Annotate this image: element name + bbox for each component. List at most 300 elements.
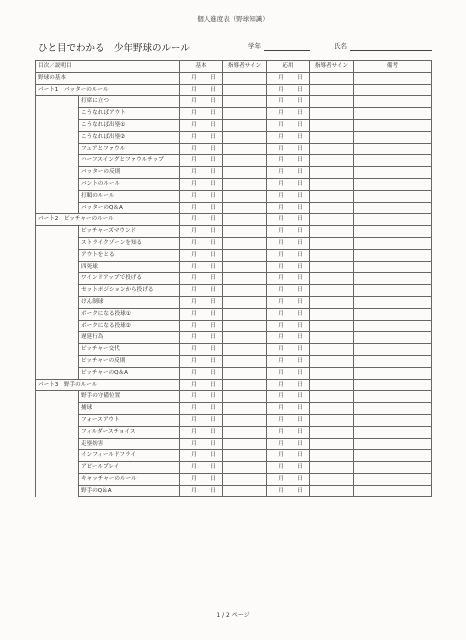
day-label: 日	[297, 169, 303, 176]
basic-date-cell[interactable]	[180, 143, 223, 155]
remarks-cell[interactable]	[354, 167, 432, 179]
applied-signature-cell[interactable]	[310, 178, 354, 190]
applied-date-cell[interactable]	[267, 226, 310, 238]
remarks-cell[interactable]	[354, 308, 432, 320]
table-row	[36, 403, 432, 415]
indent-cell	[36, 119, 79, 131]
table-row	[36, 296, 432, 308]
day-label: 日	[210, 239, 216, 246]
basic-signature-cell[interactable]	[223, 84, 267, 96]
remarks-cell[interactable]	[354, 473, 432, 485]
applied-date-cell[interactable]	[267, 273, 310, 285]
day-label: 日	[297, 334, 303, 341]
document-title: 個人進度表（野球知識）	[197, 15, 269, 23]
basic-date-cell[interactable]	[180, 214, 223, 226]
day-label: 日	[297, 121, 303, 128]
remarks-cell[interactable]	[354, 320, 432, 332]
month-label: 月	[191, 275, 197, 282]
applied-date-cell[interactable]	[267, 237, 310, 249]
table-row	[36, 226, 432, 238]
applied-date-cell[interactable]	[267, 214, 310, 226]
applied-date-cell[interactable]	[267, 391, 310, 403]
remarks-cell[interactable]	[354, 261, 432, 273]
name-field[interactable]	[350, 50, 432, 51]
basic-date-cell[interactable]	[180, 426, 223, 438]
item-label: 打順のルール	[79, 190, 180, 202]
day-label: 日	[297, 216, 303, 223]
basic-date-cell[interactable]	[180, 237, 223, 249]
basic-signature-cell[interactable]	[223, 450, 267, 462]
applied-date-cell[interactable]	[267, 84, 310, 96]
basic-signature-cell[interactable]	[223, 332, 267, 344]
basic-date-cell[interactable]	[180, 450, 223, 462]
day-label: 日	[210, 357, 216, 364]
table-row	[36, 285, 432, 297]
applied-signature-cell[interactable]	[310, 143, 354, 155]
applied-signature-cell[interactable]	[310, 450, 354, 462]
remarks-cell[interactable]	[354, 485, 432, 497]
basic-date-cell[interactable]	[180, 485, 223, 497]
basic-signature-cell[interactable]	[223, 485, 267, 497]
basic-date-cell[interactable]	[180, 202, 223, 214]
day-label: 日	[210, 275, 216, 282]
indent-cell	[36, 285, 79, 297]
day-label: 日	[297, 440, 303, 447]
basic-signature-cell[interactable]	[223, 131, 267, 143]
indent-cell	[36, 237, 79, 249]
remarks-cell[interactable]	[354, 214, 432, 226]
applied-signature-cell[interactable]	[310, 379, 354, 391]
basic-signature-cell[interactable]	[223, 249, 267, 261]
remarks-cell[interactable]	[354, 355, 432, 367]
basic-signature-cell[interactable]	[223, 178, 267, 190]
item-label: セットポジションから投げる	[79, 285, 180, 297]
remarks-cell[interactable]	[354, 96, 432, 108]
basic-signature-cell[interactable]	[223, 344, 267, 356]
indent-cell	[36, 344, 79, 356]
part-label: パート1 バッターのルール	[36, 84, 180, 96]
applied-date-cell[interactable]	[267, 119, 310, 131]
indent-cell	[36, 178, 79, 190]
table-row	[36, 450, 432, 462]
applied-date-cell[interactable]	[267, 96, 310, 108]
month-label: 月	[278, 145, 284, 152]
remarks-cell[interactable]	[354, 249, 432, 261]
basic-date-cell[interactable]	[180, 108, 223, 120]
table-row	[36, 426, 432, 438]
table-row	[36, 344, 432, 356]
basic-signature-cell[interactable]	[223, 308, 267, 320]
basic-date-cell[interactable]	[180, 414, 223, 426]
table-row	[36, 273, 432, 285]
month-label: 月	[191, 346, 197, 353]
applied-date-cell[interactable]	[267, 414, 310, 426]
remarks-cell[interactable]	[354, 178, 432, 190]
remarks-cell[interactable]	[354, 379, 432, 391]
applied-date-cell[interactable]	[267, 249, 310, 261]
applied-date-cell[interactable]	[267, 355, 310, 367]
applied-signature-cell[interactable]	[310, 367, 354, 379]
basic-date-cell[interactable]	[180, 226, 223, 238]
applied-signature-cell[interactable]	[310, 320, 354, 332]
remarks-cell[interactable]	[354, 190, 432, 202]
day-label: 日	[297, 263, 303, 270]
basic-signature-cell[interactable]	[223, 226, 267, 238]
indent-cell	[36, 320, 79, 332]
table-row	[36, 84, 432, 96]
applied-signature-cell[interactable]	[310, 96, 354, 108]
page-number: 1 / 2 ページ	[216, 612, 250, 619]
month-label: 月	[278, 251, 284, 258]
basic-date-cell[interactable]	[180, 462, 223, 474]
applied-signature-cell[interactable]	[310, 155, 354, 167]
remarks-cell[interactable]	[354, 285, 432, 297]
day-label: 日	[297, 287, 303, 294]
basic-signature-cell[interactable]	[223, 379, 267, 391]
day-label: 日	[210, 192, 216, 199]
month-label: 月	[278, 393, 284, 400]
applied-signature-cell[interactable]	[310, 119, 354, 131]
remarks-cell[interactable]	[354, 367, 432, 379]
applied-signature-cell[interactable]	[310, 391, 354, 403]
indent-cell	[36, 296, 79, 308]
month-label: 月	[278, 357, 284, 364]
indent-cell	[36, 367, 79, 379]
table-row	[36, 320, 432, 332]
applied-signature-cell[interactable]	[310, 438, 354, 450]
indent-cell	[36, 261, 79, 273]
applied-signature-cell[interactable]	[310, 355, 354, 367]
remarks-cell[interactable]	[354, 131, 432, 143]
item-label: バントのルール	[79, 178, 180, 190]
header-row	[36, 40, 436, 54]
applied-signature-cell[interactable]	[310, 473, 354, 485]
grade-field[interactable]	[264, 50, 310, 51]
basic-date-cell[interactable]	[180, 249, 223, 261]
indent-cell	[36, 332, 79, 344]
basic-date-cell[interactable]	[180, 344, 223, 356]
basic-date-cell[interactable]	[180, 96, 223, 108]
applied-date-cell[interactable]	[267, 485, 310, 497]
month-label: 月	[191, 322, 197, 329]
applied-signature-cell[interactable]	[310, 308, 354, 320]
basic-date-cell[interactable]	[180, 178, 223, 190]
month-label: 月	[191, 157, 197, 164]
table-row	[36, 202, 432, 214]
basic-signature-cell[interactable]	[223, 462, 267, 474]
applied-date-cell[interactable]	[267, 320, 310, 332]
item-label: ピッチャーのQ＆A	[79, 367, 180, 379]
day-label: 日	[210, 298, 216, 305]
applied-date-cell[interactable]	[267, 131, 310, 143]
basic-signature-cell[interactable]	[223, 108, 267, 120]
item-label: フェアとファウル	[79, 143, 180, 155]
item-label: アウトをとる	[79, 249, 180, 261]
remarks-cell[interactable]	[354, 202, 432, 214]
applied-signature-cell[interactable]	[310, 249, 354, 261]
basic-signature-cell[interactable]	[223, 403, 267, 415]
table-row	[36, 178, 432, 190]
basic-date-cell[interactable]	[180, 261, 223, 273]
applied-date-cell[interactable]	[267, 178, 310, 190]
basic-signature-cell[interactable]	[223, 391, 267, 403]
name-label: 氏名	[334, 42, 347, 50]
basic-date-cell[interactable]	[180, 355, 223, 367]
day-label: 日	[297, 98, 303, 105]
applied-signature-cell[interactable]	[310, 72, 354, 84]
month-label: 月	[278, 204, 284, 211]
applied-signature-cell[interactable]	[310, 226, 354, 238]
day-label: 日	[297, 110, 303, 117]
basic-signature-cell[interactable]	[223, 355, 267, 367]
month-label: 月	[278, 452, 284, 459]
basic-date-cell[interactable]	[180, 285, 223, 297]
applied-date-cell[interactable]	[267, 202, 310, 214]
basic-date-cell[interactable]	[180, 190, 223, 202]
applied-signature-cell[interactable]	[310, 214, 354, 226]
applied-signature-cell[interactable]	[310, 485, 354, 497]
applied-date-cell[interactable]	[267, 296, 310, 308]
header-signature-basic: 指導者サイン	[223, 61, 267, 73]
item-label: ボークになる投球②	[79, 320, 180, 332]
applied-date-cell[interactable]	[267, 462, 310, 474]
basic-signature-cell[interactable]	[223, 155, 267, 167]
basic-signature-cell[interactable]	[223, 285, 267, 297]
basic-signature-cell[interactable]	[223, 473, 267, 485]
basic-date-cell[interactable]	[180, 84, 223, 96]
remarks-cell[interactable]	[354, 72, 432, 84]
remarks-cell[interactable]	[354, 332, 432, 344]
month-label: 月	[191, 464, 197, 471]
basic-date-cell[interactable]	[180, 367, 223, 379]
applied-signature-cell[interactable]	[310, 84, 354, 96]
progress-table	[35, 60, 432, 497]
month-label: 月	[191, 98, 197, 105]
month-label: 月	[191, 86, 197, 93]
basic-date-cell[interactable]	[180, 473, 223, 485]
day-label: 日	[210, 98, 216, 105]
applied-signature-cell[interactable]	[310, 202, 354, 214]
remarks-cell[interactable]	[354, 414, 432, 426]
month-label: 月	[191, 357, 197, 364]
month-label: 月	[191, 145, 197, 152]
day-label: 日	[210, 263, 216, 270]
applied-date-cell[interactable]	[267, 426, 310, 438]
month-label: 月	[191, 475, 197, 482]
applied-signature-cell[interactable]	[310, 462, 354, 474]
day-label: 日	[297, 251, 303, 258]
day-label: 日	[297, 133, 303, 140]
basic-date-cell[interactable]	[180, 296, 223, 308]
basic-date-cell[interactable]	[180, 332, 223, 344]
basic-signature-cell[interactable]	[223, 72, 267, 84]
basic-signature-cell[interactable]	[223, 237, 267, 249]
applied-signature-cell[interactable]	[310, 403, 354, 415]
month-label: 月	[278, 287, 284, 294]
remarks-cell[interactable]	[354, 237, 432, 249]
day-label: 日	[210, 428, 216, 435]
remarks-cell[interactable]	[354, 273, 432, 285]
item-label: 野手のQ＆A	[79, 485, 180, 497]
applied-signature-cell[interactable]	[310, 237, 354, 249]
month-label: 月	[191, 204, 197, 211]
basic-date-cell[interactable]	[180, 72, 223, 84]
applied-signature-cell[interactable]	[310, 167, 354, 179]
applied-signature-cell[interactable]	[310, 285, 354, 297]
applied-signature-cell[interactable]	[310, 332, 354, 344]
item-label: ハーフスイングとファウルチップ	[79, 155, 180, 167]
applied-signature-cell[interactable]	[310, 131, 354, 143]
month-label: 月	[278, 169, 284, 176]
indent-cell	[36, 249, 79, 261]
applied-date-cell[interactable]	[267, 72, 310, 84]
basic-date-cell[interactable]	[180, 438, 223, 450]
item-label: キャッチャーのルール	[79, 473, 180, 485]
indent-cell	[36, 438, 79, 450]
month-label: 月	[278, 133, 284, 140]
basic-signature-cell[interactable]	[223, 167, 267, 179]
remarks-cell[interactable]	[354, 226, 432, 238]
remarks-cell[interactable]	[354, 155, 432, 167]
month-label: 月	[191, 228, 197, 235]
day-label: 日	[210, 310, 216, 317]
basic-signature-cell[interactable]	[223, 190, 267, 202]
applied-date-cell[interactable]	[267, 108, 310, 120]
item-label: 打席に立つ	[79, 96, 180, 108]
item-label: アピールプレイ	[79, 462, 180, 474]
basic-signature-cell[interactable]	[223, 438, 267, 450]
basic-date-cell[interactable]	[180, 379, 223, 391]
basic-signature-cell[interactable]	[223, 367, 267, 379]
basic-date-cell[interactable]	[180, 320, 223, 332]
applied-date-cell[interactable]	[267, 155, 310, 167]
basic-date-cell[interactable]	[180, 403, 223, 415]
applied-signature-cell[interactable]	[310, 261, 354, 273]
basic-signature-cell[interactable]	[223, 320, 267, 332]
remarks-cell[interactable]	[354, 426, 432, 438]
table-row	[36, 190, 432, 202]
basic-signature-cell[interactable]	[223, 426, 267, 438]
applied-date-cell[interactable]	[267, 344, 310, 356]
applied-date-cell[interactable]	[267, 167, 310, 179]
remarks-cell[interactable]	[354, 108, 432, 120]
basic-signature-cell[interactable]	[223, 273, 267, 285]
month-label: 月	[278, 110, 284, 117]
remarks-cell[interactable]	[354, 296, 432, 308]
applied-date-cell[interactable]	[267, 332, 310, 344]
applied-date-cell[interactable]	[267, 285, 310, 297]
table-row	[36, 131, 432, 143]
month-label: 月	[278, 192, 284, 199]
month-label: 月	[278, 381, 284, 388]
day-label: 日	[210, 464, 216, 471]
applied-date-cell[interactable]	[267, 190, 310, 202]
basic-date-cell[interactable]	[180, 167, 223, 179]
remarks-cell[interactable]	[354, 143, 432, 155]
month-label: 月	[278, 216, 284, 223]
applied-signature-cell[interactable]	[310, 426, 354, 438]
applied-date-cell[interactable]	[267, 379, 310, 391]
month-label: 月	[278, 228, 284, 235]
item-label: こうなれば出塁②	[79, 131, 180, 143]
remarks-cell[interactable]	[354, 344, 432, 356]
basic-signature-cell[interactable]	[223, 96, 267, 108]
item-label: こうなればアウト	[79, 108, 180, 120]
basic-signature-cell[interactable]	[223, 296, 267, 308]
remarks-cell[interactable]	[354, 119, 432, 131]
month-label: 月	[191, 416, 197, 423]
indent-cell	[36, 108, 79, 120]
basic-signature-cell[interactable]	[223, 214, 267, 226]
applied-date-cell[interactable]	[267, 473, 310, 485]
applied-date-cell[interactable]	[267, 367, 310, 379]
applied-date-cell[interactable]	[267, 261, 310, 273]
basic-signature-cell[interactable]	[223, 202, 267, 214]
table-row	[36, 367, 432, 379]
basic-date-cell[interactable]	[180, 119, 223, 131]
applied-date-cell[interactable]	[267, 403, 310, 415]
day-label: 日	[297, 464, 303, 471]
basic-date-cell[interactable]	[180, 391, 223, 403]
month-label: 月	[278, 263, 284, 270]
basic-date-cell[interactable]	[180, 273, 223, 285]
applied-signature-cell[interactable]	[310, 344, 354, 356]
applied-date-cell[interactable]	[267, 143, 310, 155]
table-row	[36, 355, 432, 367]
basic-date-cell[interactable]	[180, 308, 223, 320]
month-label: 月	[191, 487, 197, 494]
header-applied: 応用	[267, 61, 310, 73]
day-label: 日	[297, 487, 303, 494]
month-label: 月	[278, 440, 284, 447]
table-row	[36, 438, 432, 450]
applied-signature-cell[interactable]	[310, 108, 354, 120]
basic-signature-cell[interactable]	[223, 119, 267, 131]
item-label: ストライクゾーンを知る	[79, 237, 180, 249]
basic-date-cell[interactable]	[180, 155, 223, 167]
month-label: 月	[191, 310, 197, 317]
month-label: 月	[191, 452, 197, 459]
day-label: 日	[210, 369, 216, 376]
section-label: 野球の基本	[36, 72, 180, 84]
remarks-cell[interactable]	[354, 391, 432, 403]
day-label: 日	[297, 393, 303, 400]
remarks-cell[interactable]	[354, 403, 432, 415]
day-label: 日	[210, 180, 216, 187]
remarks-cell[interactable]	[354, 438, 432, 450]
applied-signature-cell[interactable]	[310, 190, 354, 202]
applied-date-cell[interactable]	[267, 450, 310, 462]
day-label: 日	[210, 228, 216, 235]
basic-signature-cell[interactable]	[223, 261, 267, 273]
applied-date-cell[interactable]	[267, 438, 310, 450]
indent-cell	[36, 391, 79, 403]
basic-date-cell[interactable]	[180, 131, 223, 143]
remarks-cell[interactable]	[354, 450, 432, 462]
applied-signature-cell[interactable]	[310, 296, 354, 308]
basic-signature-cell[interactable]	[223, 143, 267, 155]
applied-date-cell[interactable]	[267, 308, 310, 320]
item-label: ワインドアップで投げる	[79, 273, 180, 285]
applied-signature-cell[interactable]	[310, 414, 354, 426]
basic-signature-cell[interactable]	[223, 414, 267, 426]
table-row	[36, 155, 432, 167]
month-label: 月	[278, 405, 284, 412]
remarks-cell[interactable]	[354, 84, 432, 96]
applied-signature-cell[interactable]	[310, 273, 354, 285]
remarks-cell[interactable]	[354, 462, 432, 474]
item-label: けん制球	[79, 296, 180, 308]
